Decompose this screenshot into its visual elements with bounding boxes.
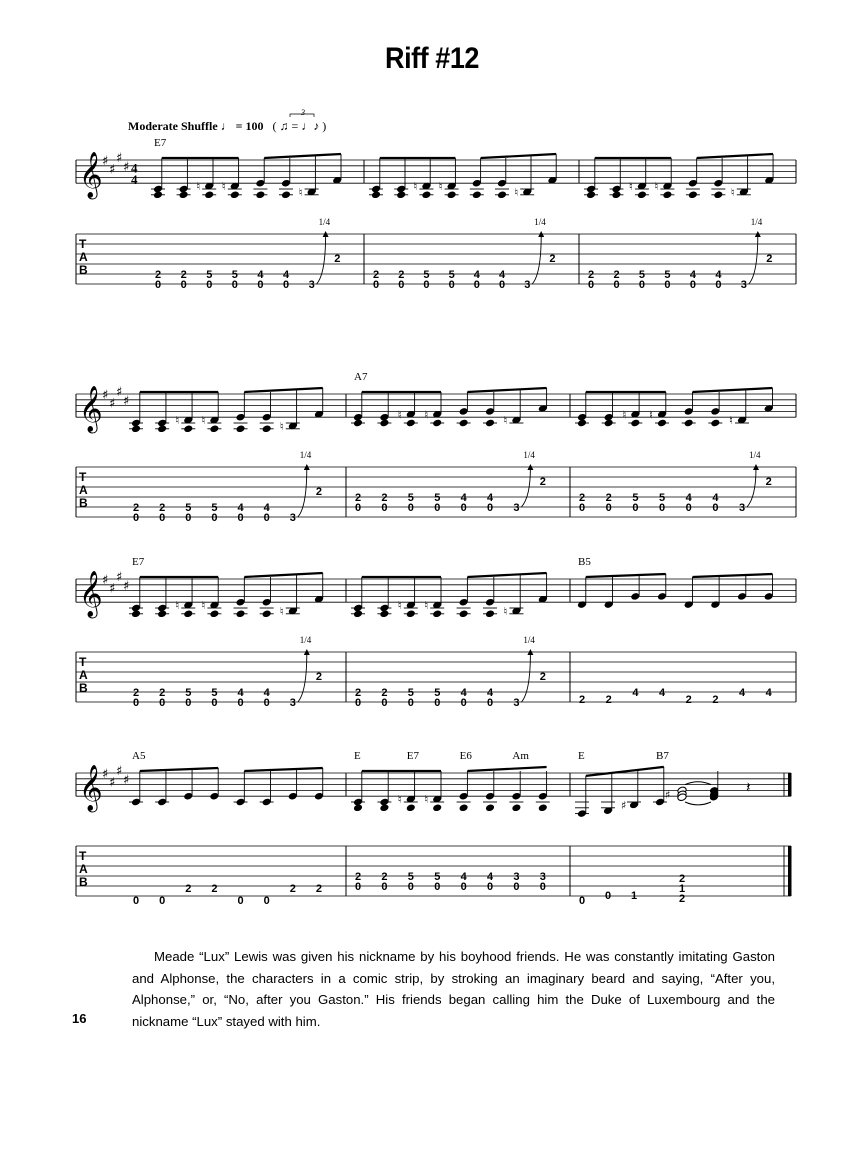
tab-fret-number: 0 — [283, 279, 290, 291]
tab-fret-number: 0 — [487, 881, 494, 893]
tab-fret-number: 2 — [679, 873, 686, 885]
key-signature-sharp: ♯ — [102, 154, 109, 169]
tab-fret-number: 0 — [398, 279, 405, 291]
tab-fret-number: 2 — [155, 269, 162, 281]
beam — [140, 768, 218, 771]
key-signature-sharp: ♯ — [102, 767, 109, 782]
tab-fret-number: 4 — [487, 492, 494, 504]
tab-fret-number: 4 — [237, 502, 244, 514]
tab-fret-number: 0 — [133, 512, 140, 524]
tab-fret-number: 0 — [460, 697, 467, 709]
key-signature-sharp: ♯ — [123, 772, 130, 788]
tab-fret-number: 5 — [211, 687, 218, 699]
tab-fret-number: 4 — [659, 687, 666, 699]
bend-amount-label: 1/4 — [523, 635, 535, 645]
tab-fret-number: 4 — [237, 687, 244, 699]
tempo-bpm: = 100 — [235, 119, 264, 133]
tab-fret-number: 3 — [513, 871, 520, 883]
natural-sign: ♮ — [424, 793, 429, 807]
tab-fret-number: 0 — [231, 279, 238, 291]
tab-clef-letter: T — [79, 849, 87, 863]
final-tab-barline — [788, 846, 791, 896]
key-signature-sharp: ♯ — [109, 581, 116, 597]
tab-fret-number: 2 — [613, 269, 620, 281]
bend-amount-label: 1/4 — [534, 217, 546, 227]
tab-fret-number: 4 — [765, 687, 772, 699]
beam — [467, 767, 546, 771]
tab-fret-number: 0 — [448, 279, 455, 291]
tab-fret-number: 0 — [407, 697, 414, 709]
tab-fret-number: 2 — [679, 893, 686, 905]
bend-curve — [298, 653, 307, 702]
tab-fret-number: 4 — [685, 492, 692, 504]
beam — [244, 388, 322, 392]
tab-fret-number: 0 — [159, 512, 166, 524]
bend-amount-label: 1/4 — [523, 450, 535, 460]
tab-fret-number: 0 — [613, 279, 620, 291]
tab-fret-number: 3 — [739, 502, 746, 514]
swing-feel-marking: ( ♫ = ♩♪ ) — [272, 119, 327, 133]
tab-fret-number: 0 — [632, 502, 639, 514]
beam — [586, 767, 664, 776]
key-signature-sharp: ♯ — [109, 775, 116, 791]
tab-fret-number: 0 — [579, 502, 586, 514]
tab-fret-number: 0 — [373, 279, 380, 291]
tab-fret-number: 5 — [448, 269, 455, 281]
tab-fret-number: 4 — [263, 687, 270, 699]
tab-fret-number: 0 — [434, 881, 441, 893]
tab-fret-number: 0 — [539, 881, 546, 893]
tab-fret-number: 0 — [206, 279, 213, 291]
tab-fret-number: 5 — [434, 871, 441, 883]
tab-fret-number: 2 — [334, 253, 341, 265]
quarter-rest-icon: 𝄽 — [746, 778, 751, 797]
tab-fret-number: 2 — [315, 883, 323, 895]
tab-fret-number: 3 — [539, 871, 546, 883]
beam — [692, 574, 772, 577]
tab-fret-number: 0 — [211, 697, 218, 709]
note-head — [538, 803, 548, 812]
note-head — [432, 803, 442, 812]
tab-clef-letter: A — [79, 483, 88, 497]
tab-fret-number: 5 — [659, 492, 666, 504]
bend-curve — [521, 468, 530, 507]
tab-fret-number: 0 — [434, 697, 441, 709]
tab-fret-number: 5 — [407, 492, 414, 504]
tab-fret-number: 3 — [513, 502, 520, 514]
tab-fret-number: 2 — [605, 694, 612, 706]
bend-amount-label: 1/4 — [299, 450, 312, 460]
tab-fret-number: 5 — [407, 687, 414, 699]
natural-sign: ♮ — [397, 599, 402, 613]
tie — [685, 802, 711, 805]
tab-fret-number: 0 — [257, 279, 264, 291]
natural-sign: ♮ — [397, 793, 402, 807]
tab-fret-number: 0 — [664, 279, 671, 291]
tab-fret-number: 0 — [407, 502, 414, 514]
tab-fret-number: 3 — [308, 279, 315, 291]
tab-fret-number: 3 — [289, 697, 296, 709]
tab-fret-number: 1 — [679, 883, 686, 895]
tab-fret-number: 5 — [664, 269, 671, 281]
tab-fret-number: 4 — [460, 871, 467, 883]
natural-sign: ♮ — [514, 185, 519, 199]
bend-amount-label: 1/4 — [749, 450, 761, 460]
tab-clef-letter: A — [79, 862, 88, 876]
tab-fret-number: 2 — [373, 269, 380, 281]
tab-clef-letter: B — [79, 263, 88, 277]
tab-fret-number: 0 — [588, 279, 595, 291]
tab-fret-number: 0 — [407, 881, 414, 893]
tab-fret-number: 2 — [289, 883, 296, 895]
tempo-style: Moderate Shuffle — [128, 119, 218, 133]
treble-clef-icon: 𝄞 — [79, 386, 103, 433]
tab-fret-number: 0 — [133, 895, 140, 907]
bend-amount-label: 1/4 — [299, 635, 312, 645]
natural-sign: ♮ — [397, 408, 402, 422]
bend-amount-label: 1/4 — [750, 217, 763, 227]
tab-fret-number: 5 — [434, 687, 441, 699]
tab-clef-letter: B — [79, 681, 88, 695]
tab-fret-number: 2 — [315, 486, 323, 498]
chord-symbol: E7 — [154, 137, 167, 149]
natural-sign: ♮ — [201, 414, 206, 428]
natural-sign: ♮ — [649, 408, 653, 422]
natural-sign: ♮ — [413, 180, 418, 194]
tab-fret-number: 5 — [638, 269, 646, 281]
tab-fret-number: 4 — [460, 687, 467, 699]
tab-fret-number: 2 — [180, 269, 187, 281]
beam — [467, 573, 546, 577]
tab-fret-number: 2 — [685, 694, 692, 706]
natural-sign: ♮ — [221, 180, 226, 194]
tab-fret-number: 4 — [263, 502, 270, 514]
chord-symbol: B7 — [656, 750, 669, 762]
tab-fret-number: 2 — [398, 269, 405, 281]
tab-fret-number: 0 — [460, 881, 467, 893]
time-signature-top: 4 — [131, 160, 138, 176]
key-signature-sharp: ♯ — [102, 573, 109, 588]
natural-sign: ♮ — [628, 180, 633, 194]
key-signature-sharp: ♯ — [123, 159, 130, 175]
bend-amount-label: 1/4 — [318, 217, 331, 227]
tab-fret-number: 2 — [159, 687, 166, 699]
natural-sign: ♮ — [175, 414, 180, 428]
tab-fret-number: 0 — [712, 502, 719, 514]
tab-fret-number: 4 — [739, 687, 746, 699]
natural-sign: ♮ — [503, 414, 508, 428]
chord-symbol: E — [354, 750, 361, 762]
tab-fret-number: 3 — [289, 512, 296, 524]
note-head — [485, 803, 495, 812]
tab-fret-number: 4 — [257, 269, 264, 281]
tab-fret-number: 0 — [263, 512, 270, 524]
tab-fret-number: 5 — [423, 269, 430, 281]
chord-symbol: A5 — [132, 750, 146, 762]
key-signature-sharp: ♯ — [102, 388, 109, 403]
tab-fret-number: 4 — [487, 871, 494, 883]
tab-fret-number: 0 — [715, 279, 722, 291]
tab-fret-number: 2 — [381, 871, 388, 883]
tie — [685, 782, 711, 785]
bend-curve — [521, 653, 530, 702]
bend-curve — [298, 468, 307, 517]
tab-fret-number: 2 — [355, 687, 362, 699]
tab-fret-number: 0 — [473, 279, 480, 291]
tab-fret-number: 0 — [689, 279, 696, 291]
triplet-number: 3 — [301, 108, 305, 117]
bend-curve — [317, 235, 326, 284]
tab-clef-letter: A — [79, 668, 88, 682]
tab-fret-number: 0 — [460, 502, 467, 514]
tab-fret-number: 2 — [539, 671, 546, 683]
tab-fret-number: 2 — [381, 492, 388, 504]
tab-fret-number: 3 — [740, 279, 747, 291]
sharp-sign: ♯ — [621, 798, 627, 812]
natural-sign: ♮ — [279, 604, 284, 618]
key-signature-sharp: ♯ — [116, 151, 123, 167]
tab-fret-number: 2 — [355, 871, 362, 883]
natural-sign: ♮ — [424, 599, 429, 613]
tab-clef-letter: T — [79, 655, 87, 669]
tab-fret-number: 0 — [237, 697, 244, 709]
bend-curve — [532, 235, 541, 284]
tab-clef-letter: T — [79, 237, 87, 251]
tab-fret-number: 0 — [605, 502, 612, 514]
tab-fret-number: 0 — [159, 895, 166, 907]
tab-fret-number: 4 — [499, 269, 506, 281]
beam — [697, 154, 773, 158]
tab-fret-number: 0 — [381, 881, 388, 893]
tab-clef-letter: T — [79, 470, 87, 484]
natural-sign: ♮ — [175, 599, 180, 613]
tab-fret-number: 2 — [588, 269, 595, 281]
tab-fret-number: 2 — [133, 502, 140, 514]
chord-symbol: E7 — [406, 750, 420, 762]
chord-symbol: E6 — [459, 750, 472, 762]
tab-fret-number: 0 — [263, 697, 270, 709]
quarter-note-icon: ♩ — [220, 119, 233, 133]
bend-curve — [747, 468, 756, 507]
tab-fret-number: 0 — [185, 512, 192, 524]
tab-fret-number: 0 — [237, 512, 244, 524]
time-signature-bottom: 4 — [131, 172, 138, 188]
natural-sign: ♮ — [438, 180, 443, 194]
tab-fret-number: 0 — [211, 512, 218, 524]
caption-paragraph: Meade “Lux” Lewis was given his nickname by his boyhood friends. He was constantly imitating Gaston and Alphonse, the characters in a comic strip, by stroking an imaginary beard and saying, “After you, Alphonse,” or, “No, after you Gaston.” His friends began calling him the Duke of Luxembourg and the nickname “Lux” stayed with him. — [132, 949, 775, 1030]
key-signature-sharp: ♯ — [123, 578, 130, 594]
tab-fret-number: 3 — [513, 697, 520, 709]
beam — [586, 574, 666, 577]
natural-sign: ♮ — [654, 180, 659, 194]
chord-symbol: E7 — [132, 556, 145, 568]
bend-curve — [749, 235, 758, 284]
tab-fret-number: 0 — [513, 881, 520, 893]
treble-clef-icon: 𝄞 — [79, 765, 103, 812]
tab-fret-number: 4 — [712, 492, 719, 504]
beam — [264, 154, 341, 158]
tab-fret-number: 0 — [659, 502, 666, 514]
tab-fret-number: 5 — [206, 269, 213, 281]
beam — [692, 388, 772, 392]
key-signature-sharp: ♯ — [109, 162, 116, 178]
beam — [244, 573, 322, 577]
tab-fret-number: 2 — [211, 883, 218, 895]
key-signature-sharp: ♯ — [116, 764, 123, 780]
tab-fret-number: 4 — [487, 687, 494, 699]
chord-symbol: Am — [512, 750, 529, 762]
tab-fret-number: 2 — [539, 476, 546, 488]
tab-fret-number: 2 — [355, 492, 362, 504]
tab-fret-number: 0 — [381, 697, 388, 709]
tab-fret-number: 0 — [263, 895, 270, 907]
page-number: 16 — [72, 1011, 87, 1026]
tab-fret-number: 0 — [155, 279, 162, 291]
tab-fret-number: 2 — [159, 502, 166, 514]
tab-fret-number: 3 — [524, 279, 531, 291]
beam — [467, 388, 546, 392]
treble-clef-icon: 𝄞 — [79, 571, 103, 618]
tab-fret-number: 0 — [487, 502, 494, 514]
natural-sign: ♮ — [503, 604, 508, 618]
chord-symbol: A7 — [354, 371, 368, 383]
key-signature-sharp: ♯ — [116, 385, 123, 401]
tab-fret-number: 0 — [487, 697, 494, 709]
tab-fret-number: 0 — [237, 895, 244, 907]
key-signature-sharp: ♯ — [116, 570, 123, 586]
tab-fret-number: 0 — [133, 697, 140, 709]
tab-fret-number: 2 — [579, 694, 586, 706]
tab-fret-number: 1 — [631, 890, 638, 902]
tab-fret-number: 0 — [423, 279, 430, 291]
natural-sign: ♮ — [196, 180, 201, 194]
beam — [481, 154, 557, 158]
tab-fret-number: 4 — [283, 269, 290, 281]
tab-fret-number: 2 — [579, 492, 586, 504]
natural-sign: ♮ — [279, 419, 284, 433]
tab-fret-number: 2 — [381, 687, 388, 699]
natural-sign: ♮ — [424, 408, 429, 422]
tab-fret-number: 0 — [499, 279, 506, 291]
tab-fret-number: 5 — [185, 687, 192, 699]
tab-fret-number: 4 — [473, 269, 480, 281]
chord-symbol: B5 — [578, 556, 591, 568]
tab-fret-number: 5 — [434, 492, 441, 504]
natural-sign: ♮ — [622, 408, 627, 422]
tab-fret-number: 2 — [549, 253, 556, 265]
tab-fret-number: 5 — [407, 871, 414, 883]
beam — [244, 768, 322, 771]
tab-fret-number: 4 — [460, 492, 467, 504]
tab-fret-number: 2 — [766, 253, 773, 265]
tab-fret-number: 0 — [159, 697, 166, 709]
tab-fret-number: 2 — [712, 694, 719, 706]
tab-clef-letter: A — [79, 250, 88, 264]
tab-fret-number: 2 — [185, 883, 192, 895]
tab-fret-number: 2 — [133, 687, 140, 699]
tab-fret-number: 2 — [315, 671, 323, 683]
tab-fret-number: 0 — [638, 279, 646, 291]
tab-fret-number: 0 — [185, 697, 192, 709]
tab-clef-letter: B — [79, 875, 88, 889]
tab-fret-number: 0 — [355, 881, 362, 893]
tab-fret-number: 2 — [605, 492, 612, 504]
final-barline — [788, 773, 791, 796]
note-head — [459, 803, 469, 812]
tab-fret-number: 0 — [434, 502, 441, 514]
tab-fret-number: 0 — [605, 890, 612, 902]
tab-fret-number: 5 — [632, 492, 639, 504]
tab-fret-number: 0 — [355, 697, 362, 709]
tab-fret-number: 4 — [689, 269, 696, 281]
note-head — [406, 803, 416, 812]
tab-fret-number: 2 — [765, 476, 772, 488]
tab-fret-number: 0 — [381, 502, 388, 514]
natural-sign: ♮ — [730, 185, 735, 199]
natural-sign: ♮ — [729, 414, 733, 428]
tab-fret-number: 0 — [355, 502, 362, 514]
note-head — [511, 803, 521, 812]
natural-sign: ♮ — [298, 185, 303, 199]
chord-symbol: E — [578, 750, 585, 762]
key-signature-sharp: ♯ — [109, 396, 116, 412]
tab-fret-number: 5 — [185, 502, 192, 514]
tab-fret-number: 4 — [632, 687, 639, 699]
tab-fret-number: 5 — [231, 269, 238, 281]
tab-fret-number: 0 — [685, 502, 692, 514]
page-title: Riff #12 — [385, 42, 479, 75]
sharp-sign: ♯ — [665, 788, 671, 802]
tab-fret-number: 5 — [211, 502, 218, 514]
key-signature-sharp: ♯ — [123, 393, 130, 409]
treble-clef-icon: 𝄞 — [79, 152, 103, 199]
tab-fret-number: 0 — [180, 279, 187, 291]
tab-fret-number: 0 — [579, 895, 586, 907]
natural-sign: ♮ — [201, 599, 206, 613]
tab-clef-letter: B — [79, 496, 88, 510]
tab-fret-number: 4 — [715, 269, 722, 281]
